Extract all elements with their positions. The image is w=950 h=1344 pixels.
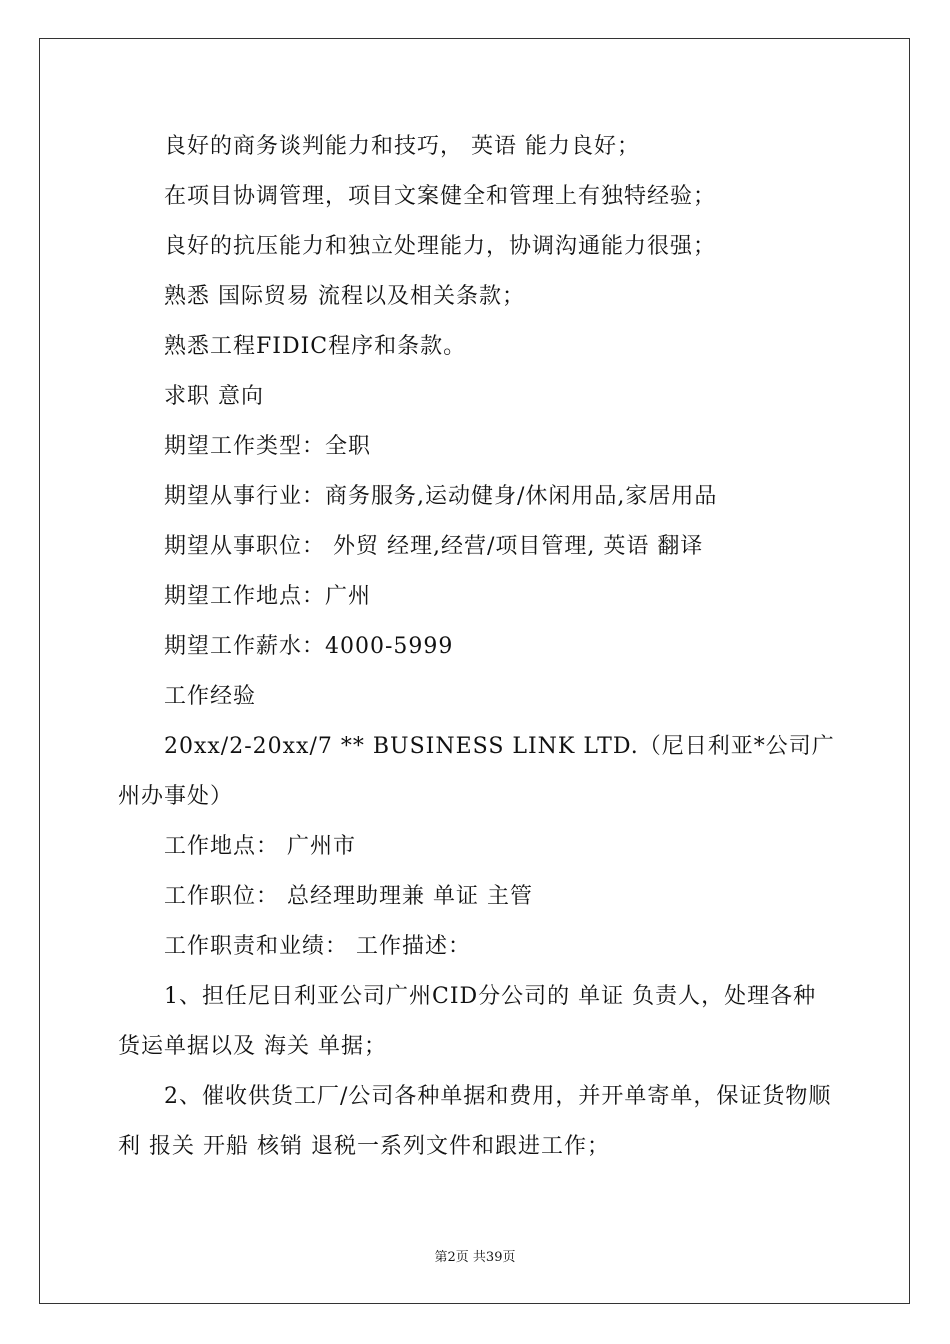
paragraph-skill-trade: 熟悉 国际贸易 流程以及相关条款；: [164, 284, 525, 309]
paragraph-duty-1: 1、担任尼日利亚公司广州CID分公司的 单证 负责人，处理各种货运单据以及 海关 单据；: [118, 984, 817, 1059]
paragraph-skill-negotiation: 良好的商务谈判能力和技巧， 英语 能力良好；: [164, 134, 640, 159]
section-heading-work-experience: 工作经验: [164, 684, 257, 709]
document-body: [118, 122, 836, 1172]
paragraph-job-type: 期望工作类型：全职: [164, 434, 372, 459]
paragraph-location: 期望工作地点：广州: [164, 584, 372, 609]
paragraph-skill-pressure: 良好的抗压能力和独立处理能力，协调沟通能力很强；: [164, 234, 717, 259]
paragraph-duties-heading: 工作职责和业绩： 工作描述：: [164, 934, 471, 959]
paragraph-position: 期望从事职位： 外贸 经理,经营/项目管理, 英语 翻译: [164, 534, 704, 559]
paragraph-employer: 20xx/2-20xx/7 ** BUSINESS LINK LTD.（尼日利亚*公司广州办事处）: [118, 734, 835, 809]
paragraph-industry: 期望从事行业：商务服务,运动健身/休闲用品,家居用品: [164, 484, 718, 509]
paragraph-salary: 期望工作薪水：4000-5999: [164, 634, 454, 659]
paragraph-work-position: 工作职位： 总经理助理兼 单证 主管: [164, 884, 533, 909]
paragraph-skill-project-management: 在项目协调管理，项目文案健全和管理上有独特经验；: [164, 184, 717, 209]
paragraph-skill-fidic: 熟悉工程FIDIC程序和条款。: [164, 334, 467, 359]
page-number-footer: 第2页 共39页: [434, 1250, 516, 1265]
paragraph-duty-2: 2、催收供货工厂/公司各种单据和费用，并开单寄单，保证货物顺利 报关 开船 核销 退税一系列文件和跟进工作；: [118, 1084, 832, 1159]
paragraph-work-location: 工作地点： 广州市: [164, 834, 356, 859]
section-heading-job-intention: 求职 意向: [164, 384, 264, 409]
